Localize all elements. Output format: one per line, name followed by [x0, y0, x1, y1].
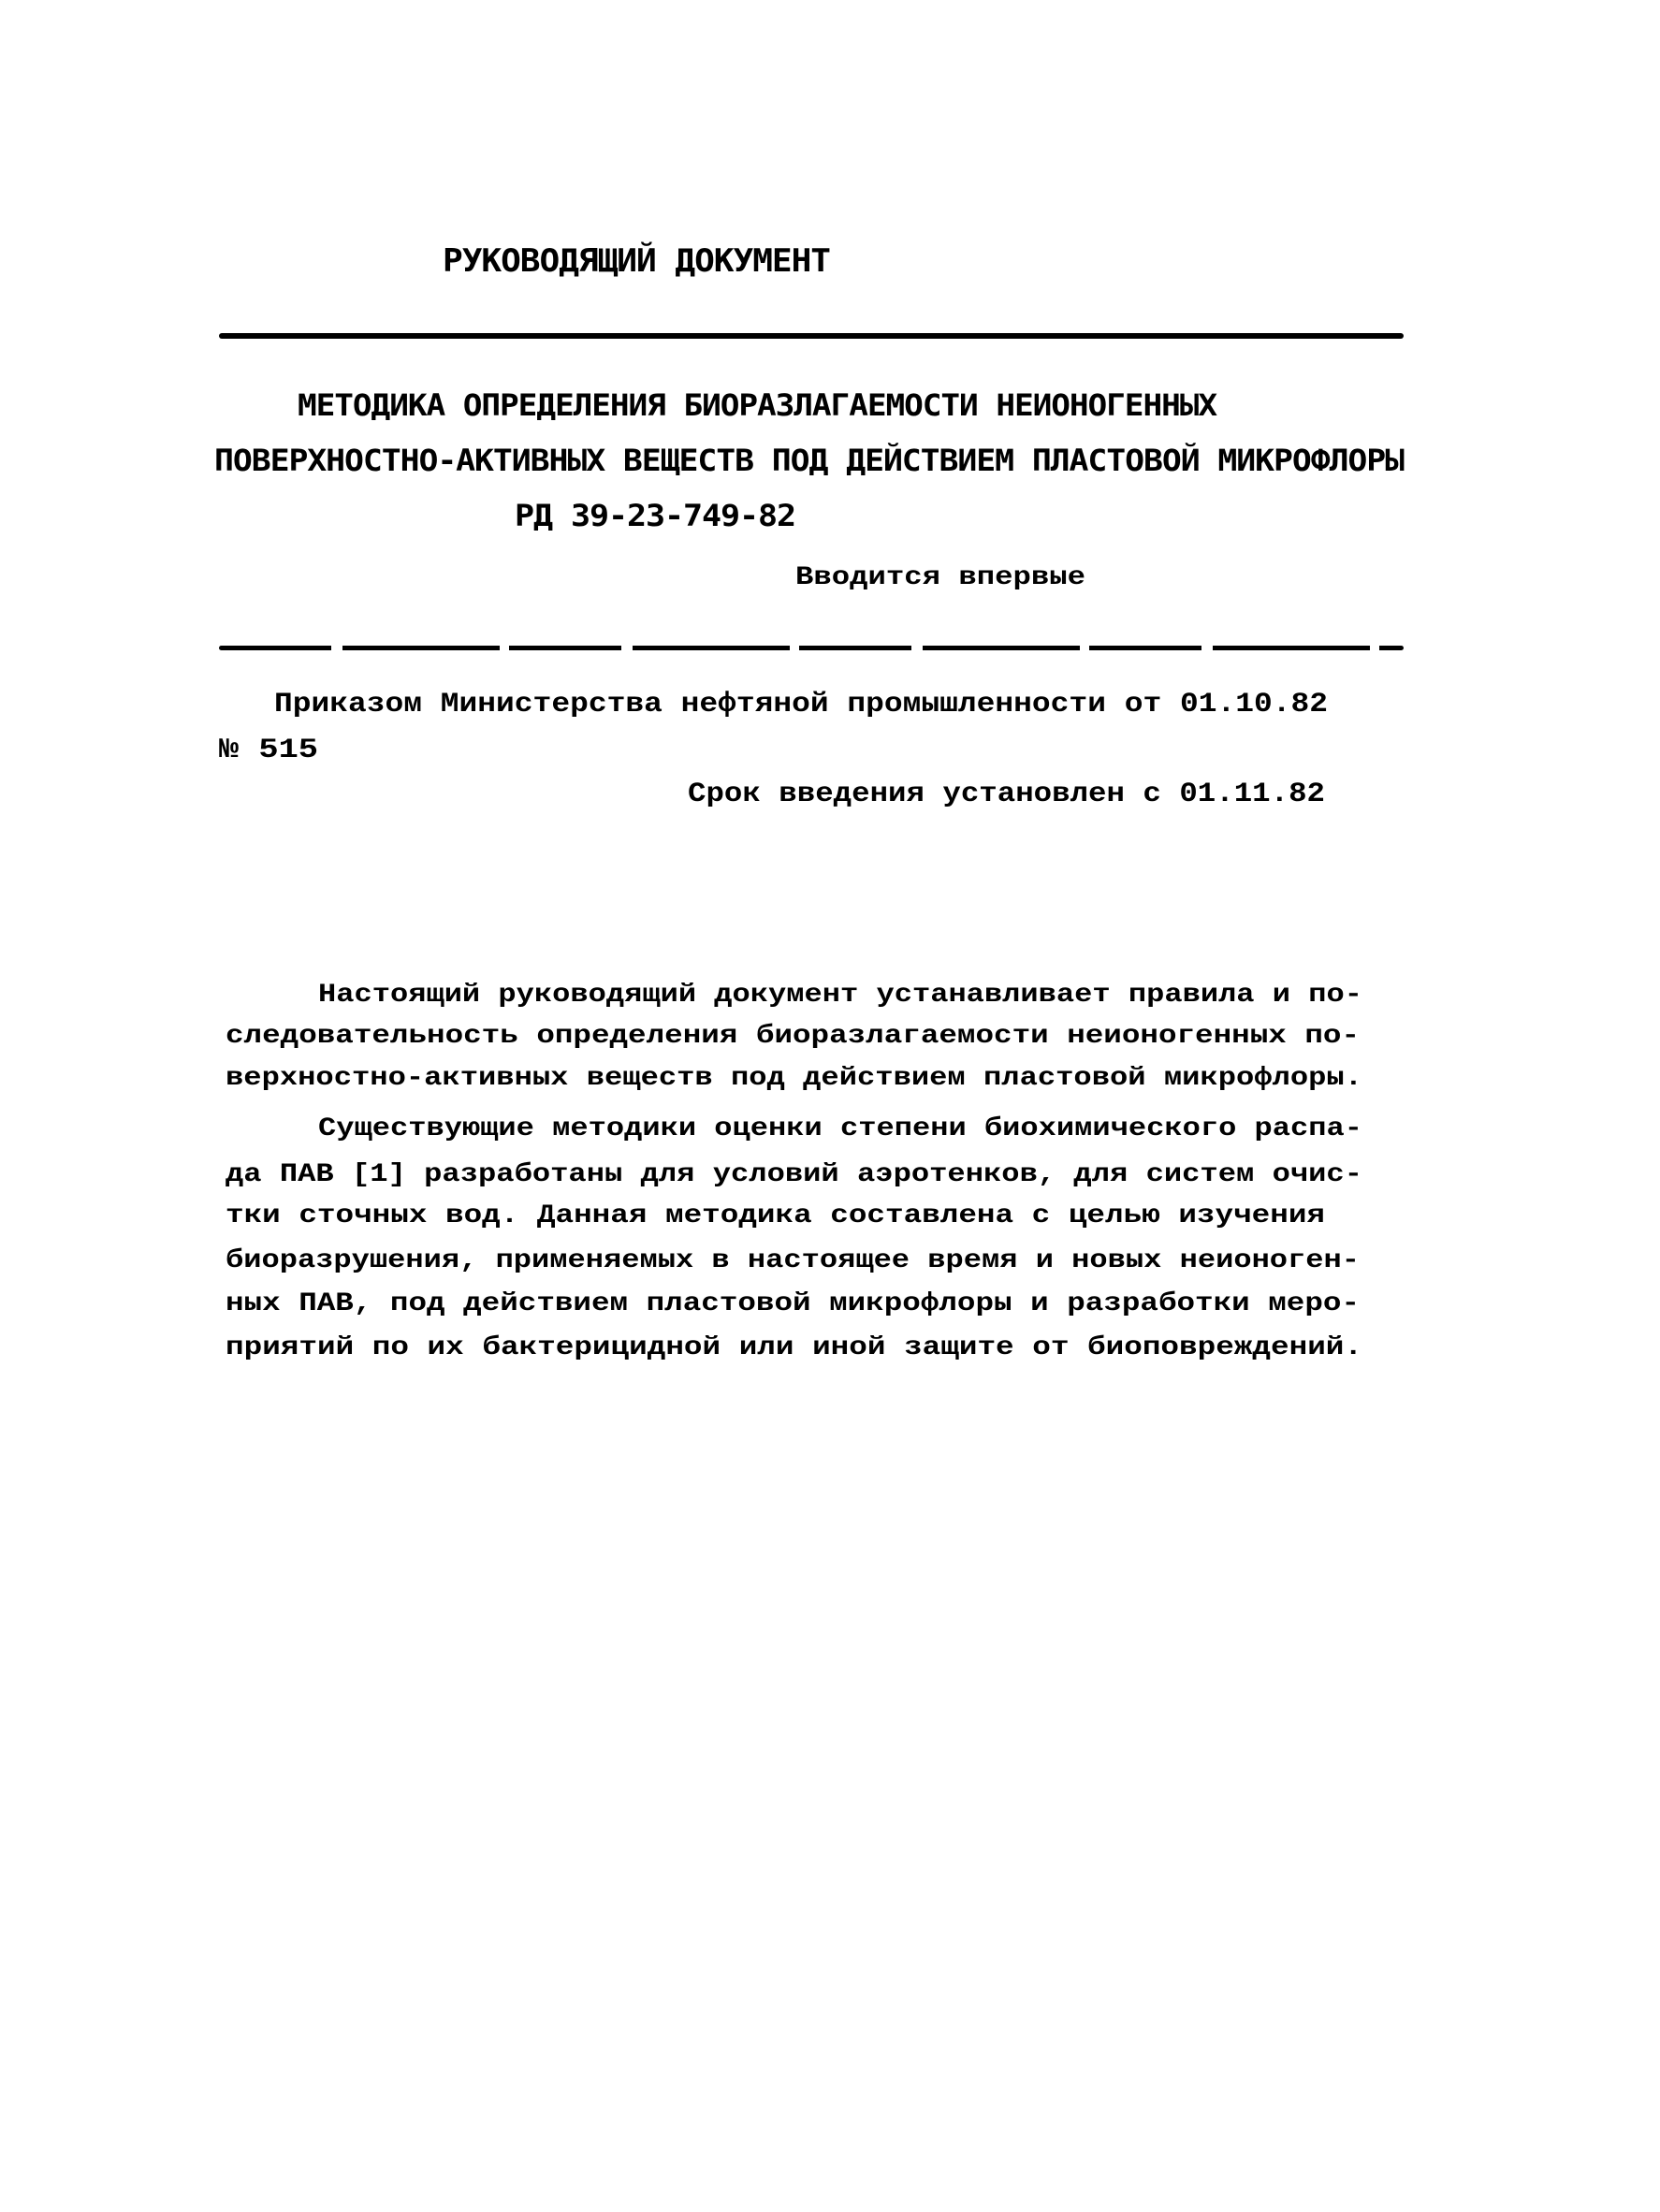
paragraph-1-line: следовательность определения биоразлагаемости неионогенных по-: [226, 1022, 1360, 1051]
paragraph-2-line: тки сточных вод. Данная методика составлена с целью изучения: [226, 1201, 1325, 1230]
title-line-1: МЕТОДИКА ОПРЕДЕЛЕНИЯ БИОРАЗЛАГАЕМОСТИ НЕИОНОГЕННЫХ: [298, 387, 1216, 423]
dashed-rule: [219, 646, 1404, 650]
paragraph-2-line: ных ПАВ, под действием пластовой микрофлоры и разработки меро-: [226, 1289, 1360, 1318]
paragraph-2-line: приятий по их бактерицидной или иной защите от биоповреждений.: [226, 1333, 1362, 1362]
title-line-2: ПОВЕРХНОСТНО-АКТИВНЫХ ВЕЩЕСТВ ПОД ДЕЙСТВИЕМ ПЛАСТОВОЙ МИКРОФЛОРЫ: [214, 443, 1404, 478]
order-line: Приказом Министерства нефтяной промышленности от 01.10.82: [274, 689, 1328, 720]
order-number: № 515: [219, 735, 318, 766]
paragraph-2-line: биоразрушения, применяемых в настоящее время и новых неионоген-: [226, 1246, 1360, 1275]
effective-date: Срок введения установлен с 01.11.82: [688, 779, 1325, 810]
first-issue-note: Вводится впервые: [795, 563, 1085, 592]
paragraph-2-line: Существующие методики оценки степени биохимического распа-: [318, 1114, 1362, 1143]
top-rule: [219, 333, 1404, 339]
document-type: РУКОВОДЯЩИЙ ДОКУМЕНТ: [443, 242, 830, 280]
paragraph-2-line: да ПАВ [1] разработаны для условий аэротенков, для систем очис-: [226, 1160, 1362, 1189]
paragraph-1-line: Настоящий руководящий документ устанавливает правила и по-: [318, 981, 1362, 1010]
paragraph-1-line: верхностно-активных веществ под действием пластовой микрофлоры.: [226, 1064, 1362, 1093]
document-code: РД 39-23-749-82: [515, 498, 795, 533]
